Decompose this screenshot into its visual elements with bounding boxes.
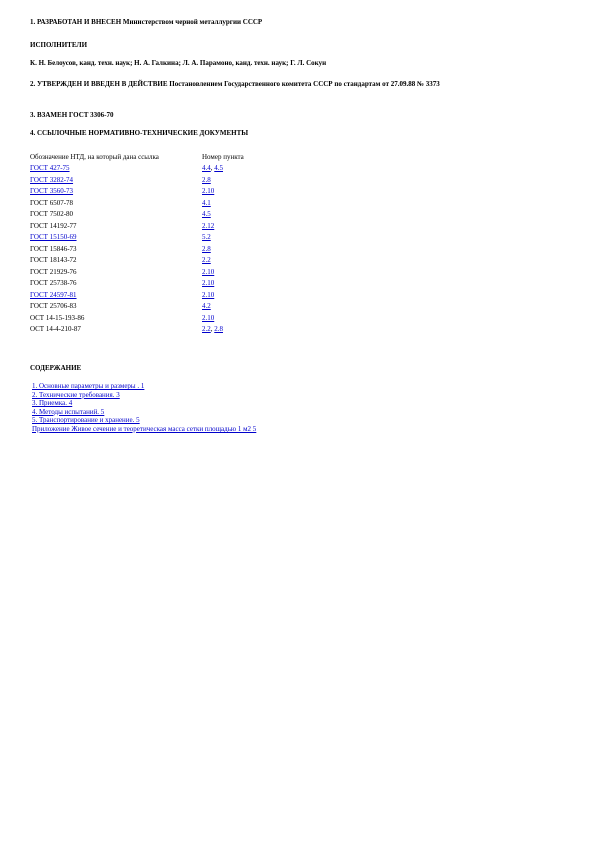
section-1-title: 1. РАЗРАБОТАН И ВНЕСЕН Министерством черной металлургии СССР — [30, 18, 263, 26]
table-row — [28, 220, 244, 232]
point-link[interactable]: 2.12 — [202, 221, 215, 230]
table-row — [28, 266, 244, 278]
table-row — [28, 243, 244, 255]
performers-text: К. Н. Белоусов, канд. техн. наук; Н. А. Галкина; Л. А. Парамоно, канд. техн. наук; Г. Л. Сокун — [30, 59, 327, 67]
table-cell-document — [28, 163, 200, 175]
table-row — [28, 186, 244, 198]
table-cell-document — [28, 324, 200, 336]
section-3-text: 3. ВЗАМЕН ГОСТ 3306-70 — [30, 111, 114, 119]
toc-link[interactable]: 4. Методы испытаний. 5 — [32, 407, 105, 416]
table-cell-document — [28, 186, 200, 198]
table-cell-document — [28, 312, 200, 324]
table-row — [28, 301, 244, 313]
point-link[interactable]: 2.10 — [202, 187, 215, 196]
document-label: ОСТ 14-15-193-86 — [30, 313, 85, 322]
references-table-body — [28, 163, 244, 336]
toc-list — [32, 382, 256, 434]
document-link[interactable]: ГОСТ 3282-74 — [30, 175, 74, 184]
table-cell-points — [200, 209, 244, 221]
performers-heading: ИСПОЛНИТЕЛИ — [30, 41, 88, 49]
table-cell-points — [200, 255, 244, 267]
toc-heading: СОДЕРЖАНИЕ — [30, 364, 82, 372]
point-link[interactable]: 4.2 — [202, 302, 211, 311]
table-row — [28, 324, 244, 336]
point-link[interactable]: 2.2 — [202, 256, 211, 265]
table-cell-points — [200, 312, 244, 324]
document-label: ГОСТ 21929-76 — [30, 267, 77, 276]
toc-link[interactable]: 2. Технические требования. 3 — [32, 390, 120, 399]
point-link[interactable]: 4.5 — [214, 164, 223, 173]
table-cell-document — [28, 255, 200, 267]
table-cell-points — [200, 220, 244, 232]
table-cell-points — [200, 278, 244, 290]
table-row — [28, 312, 244, 324]
toc-link[interactable]: Приложение Живое сечение и теоретическая масса сетки площадью 1 м2 5 — [32, 424, 257, 433]
toc-link[interactable]: 5. Транспортирование и хранение. 5 — [32, 416, 140, 425]
document-label: ОСТ 14-4-210-87 — [30, 325, 81, 334]
table-cell-document — [28, 220, 200, 232]
table-cell-document — [28, 278, 200, 290]
document-link[interactable]: ГОСТ 427-75 — [30, 164, 70, 173]
point-link[interactable]: 2.10 — [202, 290, 215, 299]
table-row — [28, 278, 244, 290]
table-cell-document — [28, 289, 200, 301]
column-header-points: Номер пункта — [202, 152, 244, 161]
document-label: ГОСТ 7502-80 — [30, 210, 74, 219]
toc-link[interactable]: 1. Основные параметры и размеры . 1 — [32, 382, 145, 390]
document-link[interactable]: ГОСТ 24597-81 — [30, 290, 77, 299]
point-link[interactable]: 4.5 — [202, 210, 211, 219]
point-link[interactable]: 2.2 — [202, 325, 211, 334]
table-cell-points — [200, 266, 244, 278]
point-link[interactable]: 2.10 — [202, 313, 215, 322]
table-cell-points — [200, 301, 244, 313]
document-label: ГОСТ 25738-76 — [30, 279, 77, 288]
table-cell-document — [28, 232, 200, 244]
section-2-text: 2. УТВЕРЖДЕН И ВВЕДЕН В ДЕЙСТВИЕ Постановлением Государственного комитета СССР по стандартам от 27.09.88 № 3373 — [30, 80, 440, 88]
document-label: ГОСТ 6507-78 — [30, 198, 74, 207]
point-link[interactable]: 2.10 — [202, 279, 215, 288]
table-cell-document — [28, 174, 200, 186]
document-link[interactable]: ГОСТ 15150-69 — [30, 233, 77, 242]
point-link[interactable]: 2.8 — [202, 244, 211, 253]
point-link[interactable]: 4.4 — [202, 164, 211, 173]
point-link[interactable]: 2.8 — [202, 175, 211, 184]
table-cell-points — [200, 174, 244, 186]
table-row — [28, 163, 244, 175]
table-cell-points — [200, 186, 244, 198]
table-row — [28, 197, 244, 209]
table-cell-points — [200, 243, 244, 255]
document-label: ГОСТ 14192-77 — [30, 221, 77, 230]
table-row — [28, 255, 244, 267]
point-link[interactable]: 2.10 — [202, 267, 215, 276]
document-label: ГОСТ 15846-73 — [30, 244, 77, 253]
toc-link[interactable]: 3. Приемка. 4 — [32, 399, 73, 408]
table-cell-points — [200, 232, 244, 244]
table-header-row — [28, 151, 244, 163]
table-cell-points — [200, 289, 244, 301]
table-row — [28, 232, 244, 244]
point-link[interactable]: 5.2 — [202, 233, 211, 242]
section-4-title: 4. ССЫЛОЧНЫЕ НОРМАТИВНО-ТЕХНИЧЕСКИЕ ДОКУМЕНТЫ — [30, 129, 249, 137]
document-label: ГОСТ 25706-83 — [30, 302, 77, 311]
table-cell-document — [28, 209, 200, 221]
table-row — [28, 289, 244, 301]
table-row — [28, 209, 244, 221]
column-header-document: Обозначение НТД, на который дана ссылка — [30, 152, 159, 161]
point-link[interactable]: 4.1 — [202, 198, 211, 207]
table-row — [28, 174, 244, 186]
table-cell-document — [28, 243, 200, 255]
references-table — [28, 151, 244, 335]
document-label: ГОСТ 18143-72 — [30, 256, 77, 265]
table-cell-document — [28, 197, 200, 209]
point-link[interactable]: 2.8 — [214, 325, 223, 334]
table-cell-points: 4.4, 4.5 — [202, 164, 223, 173]
table-cell-points — [200, 197, 244, 209]
document-link[interactable]: ГОСТ 3560-73 — [30, 187, 74, 196]
table-cell-document — [28, 301, 200, 313]
table-cell-document — [28, 266, 200, 278]
table-cell-points: 2.2, 2.8 — [202, 325, 223, 334]
